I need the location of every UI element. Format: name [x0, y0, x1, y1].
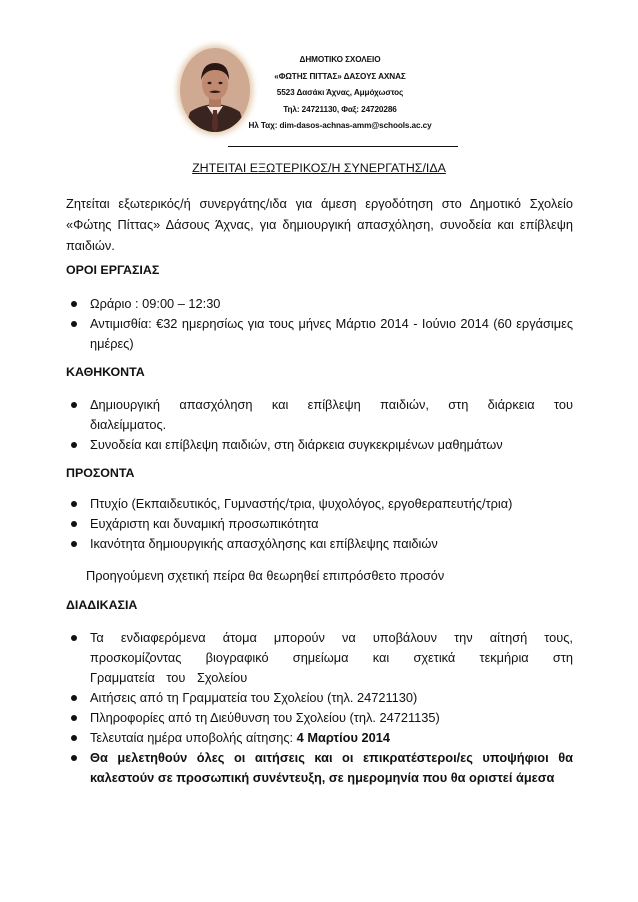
school-address: 5523 Δασάκι Άχνας, Αμμόχωστος: [276, 88, 404, 98]
list-item: [66, 494, 573, 514]
list-item-text: Πληροφορίες από τη Διεύθυνση του Σχολείου (τηλ. 24721135): [90, 710, 440, 725]
school-phone-fax: Τηλ: 24721130, Φαξ: 24720286: [283, 104, 397, 114]
bullet-dot: [71, 442, 77, 448]
duties-list: [66, 395, 573, 455]
list-item: [66, 395, 573, 435]
list-item: [66, 628, 573, 688]
list-item-text: Τα ενδιαφερόμενα άτομα μπορούν να υποβάλουν την αίτησή τους, προσκομίζοντας βιογραφικό σημείωμα και σχετικά τεκμήρια στη Γραμματεία του Σχολείου: [90, 630, 573, 685]
bullet-dot: [71, 735, 77, 741]
experience-note: Προηγούμενη σχετική πείρα θα θεωρηθεί επιπρόσθετο προσόν: [86, 568, 445, 583]
bullet-dot: [71, 755, 77, 761]
qualifications-heading: ΠΡΟΣΟΝΤΑ: [66, 466, 135, 480]
school-email: Ηλ Ταχ: dim-dasos-achnas-amm@schools.ac.cy: [248, 121, 432, 131]
list-item: [66, 514, 573, 534]
school-name: ΔΗΜΟΤΙΚΟ ΣΧΟΛΕΙΟ: [299, 55, 381, 64]
list-item: [66, 728, 573, 748]
bullet-dot: [71, 501, 77, 507]
list-item-text: Αντιμισθία: €32 ημερησίως για τους μήνες Μάρτιο 2014 - Ιούνιο 2014 (60 εργάσιμες ημέρες): [90, 316, 573, 351]
list-item: [66, 708, 573, 728]
procedure-list: [66, 628, 573, 788]
page-title: ΖΗΤΕΙΤΑΙ ΕΞΩΤΕΡΙΚΟΣ/Η ΣΥΝΕΡΓΑΤΗΣ/ΙΔΑ: [192, 161, 446, 175]
list-item-text: Ικανότητα δημιουργικής απασχόλησης και επίβλεψης παιδιών: [90, 536, 438, 551]
bullet-dot: [71, 541, 77, 547]
list-item-text: Δημιουργική απασχόληση και επίβλεψη παιδιών, στη διάρκεια του διαλείμματος.: [90, 397, 573, 432]
intro-paragraph: Ζητείται εξωτερικός/ή συνεργάτης/ιδα για άμεση εργοδότηση στο Δημοτικό Σχολείο «Φώτης Πίττας» Δάσους Άχνας, για δημιουργική απασχόληση, συνοδεία και επίβλεψη παιδιών.: [66, 196, 573, 253]
bullet-dot: [71, 635, 77, 641]
list-item-text: Συνοδεία και επίβλεψη παιδιών, στη διάρκεια συγκεκριμένων μαθημάτων: [90, 437, 503, 452]
list-item-text: Ευχάριστη και δυναμική προσωπικότητα: [90, 516, 319, 531]
list-item-text: Πτυχίο (Εκπαιδευτικός, Γυμναστής/τρια, ψυχολόγος, εργοθεραπευτής/τρια): [90, 496, 513, 511]
procedure-heading: ΔΙΑΔΙΚΑΣΙΑ: [66, 598, 138, 612]
list-item: [66, 314, 573, 354]
duties-heading: ΚΑΘΗΚΟΝΤΑ: [66, 365, 145, 379]
bullet-dot: [71, 402, 77, 408]
deadline-label: Τελευταία ημέρα υποβολής αίτησης:: [90, 730, 297, 745]
list-item: [66, 435, 573, 455]
bullet-dot: [71, 715, 77, 721]
bullet-dot: [71, 321, 77, 327]
list-item: [66, 534, 573, 554]
bullet-dot: [71, 301, 77, 307]
header-divider: [228, 146, 458, 147]
school-contact-block: [228, 52, 452, 135]
school-subtitle: «ΦΩΤΗΣ ΠΙΤΤΑΣ» ΔΑΣΟΥΣ ΑΧΝΑΣ: [274, 71, 406, 81]
bullet-dot: [71, 695, 77, 701]
list-item-text: Αιτήσεις από τη Γραμματεία του Σχολείου (τηλ. 24721130): [90, 690, 418, 705]
bullet-dot: [71, 521, 77, 527]
list-item: [66, 748, 573, 788]
final-note: Θα μελετηθούν όλες οι αιτήσεις και οι επικρατέστεροι/ες υποψήφιοι θα καλεστούν σε προσωπική συνέντευξη, σε ημερομηνία που θα οριστεί άμεσα: [90, 750, 573, 785]
deadline-date: 4 Μαρτίου 2014: [296, 730, 390, 745]
terms-list: [66, 294, 573, 354]
terms-heading: ΟΡΟΙ ΕΡΓΑΣΙΑΣ: [66, 263, 160, 277]
qualifications-list: [66, 494, 573, 554]
list-item: [66, 688, 573, 708]
list-item-text: Ωράριο : 09:00 – 12:30: [90, 296, 221, 311]
list-item: [66, 294, 573, 314]
